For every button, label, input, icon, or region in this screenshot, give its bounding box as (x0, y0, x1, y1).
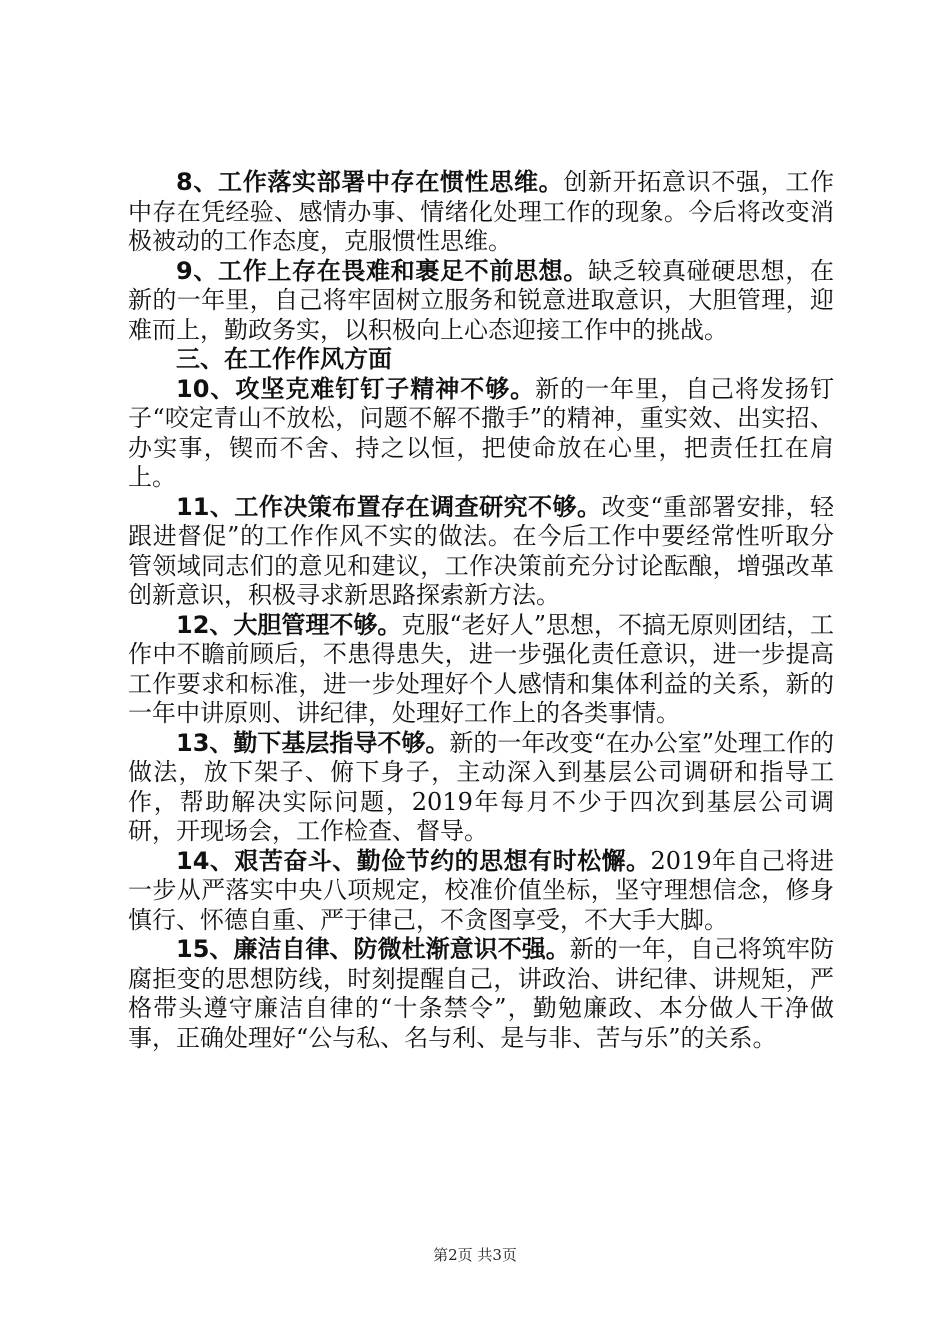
item-title: 9、工作上存在畏难和裹足不前思想。 (176, 256, 589, 285)
paragraph-item-13 (128, 729, 834, 847)
item-title: 11、工作决策布置存在调查研究不够。 (176, 492, 602, 521)
section-heading: 三、在工作作风方面 (176, 345, 392, 373)
item-body: 创新开拓意识不强，工作中存在凭经验、感情办事、情绪化处理工作的现象。今后将改变消极被动的工作态度，克服惯性思维。 (128, 168, 834, 255)
item-body: 克服“老好人”思想，不搞无原则团结，工作中不瞻前顾后，不患得患失，进一步强化责任意识，进一步提高工作要求和标准，进一步处理好个人感情和集体利益的关系，新的一年中讲原则、讲纪律，处理好工作上的各类事情。 (128, 610, 834, 727)
item-body: 新的一年，自己将筑牢防腐拒变的思想防线，时刻提醒自己，讲政治、讲纪律、讲规矩，严格带头遵守廉洁自律的“十条禁令”，勤勉廉政、本分做人干净做事，正确处理好“公与私、名与利、是与非、苦与乐”的关系。 (128, 935, 834, 1052)
page-number-footer: 第2页 共3页 (433, 1246, 517, 1264)
item-title: 13、勤下基层指导不够。 (176, 728, 450, 757)
paragraph-item-9 (128, 257, 834, 346)
item-body: 2019年自己将进一步从严落实中央八项规定，校准价值坐标，坚守理想信念，修身慎行、怀德自重、严于律己，不贪图享受，不大手大脚。 (128, 846, 834, 934)
paragraph-item-14 (128, 847, 834, 936)
paragraph-item-8 (128, 168, 834, 257)
paragraph-item-12 (128, 611, 834, 729)
item-title: 14、艰苦奋斗、勤俭节约的思想有时松懈。 (176, 846, 651, 875)
item-body: 新的一年里，自己将发扬钉子“咬定青山不放松，问题不解不撒手”的精神，重实效、出实招、办实事，锲而不舍、持之以恒，把使命放在心里，把责任扛在肩上。 (128, 374, 834, 491)
item-title: 8、工作落实部署中存在惯性思维。 (176, 168, 564, 196)
item-body: 新的一年改变“在办公室”处理工作的做法，放下架子、俯下身子，主动深入到基层公司调研和指导工作，帮助解决实际问题，2019年每月不少于四次到基层公司调研，开现场会，工作检查、督导。 (128, 728, 834, 845)
item-body: 改变“重部署安排，轻跟进督促”的工作作风不实的做法。在今后工作中要经常性听取分管领域同志们的意见和建议，工作决策前充分讨论酝酿，增强改革创新意识，积极寻求新思路探索新方法。 (128, 492, 834, 609)
item-body: 缺乏较真碰硬思想，在新的一年里，自己将牢固树立服务和锐意进取意识，大胆管理，迎难而上，勤政务实，以积极向上心态迎接工作中的挑战。 (128, 256, 835, 344)
document-body (128, 168, 834, 1053)
item-title: 12、大胆管理不够。 (176, 610, 402, 639)
item-title: 15、廉洁自律、防微杜渐意识不强。 (176, 935, 570, 963)
paragraph-item-15 (128, 935, 834, 1053)
paragraph-item-10 (128, 375, 834, 493)
item-title: 10、攻坚克难钉钉子精神不够。 (176, 374, 536, 403)
paragraph-item-11 (128, 493, 834, 611)
